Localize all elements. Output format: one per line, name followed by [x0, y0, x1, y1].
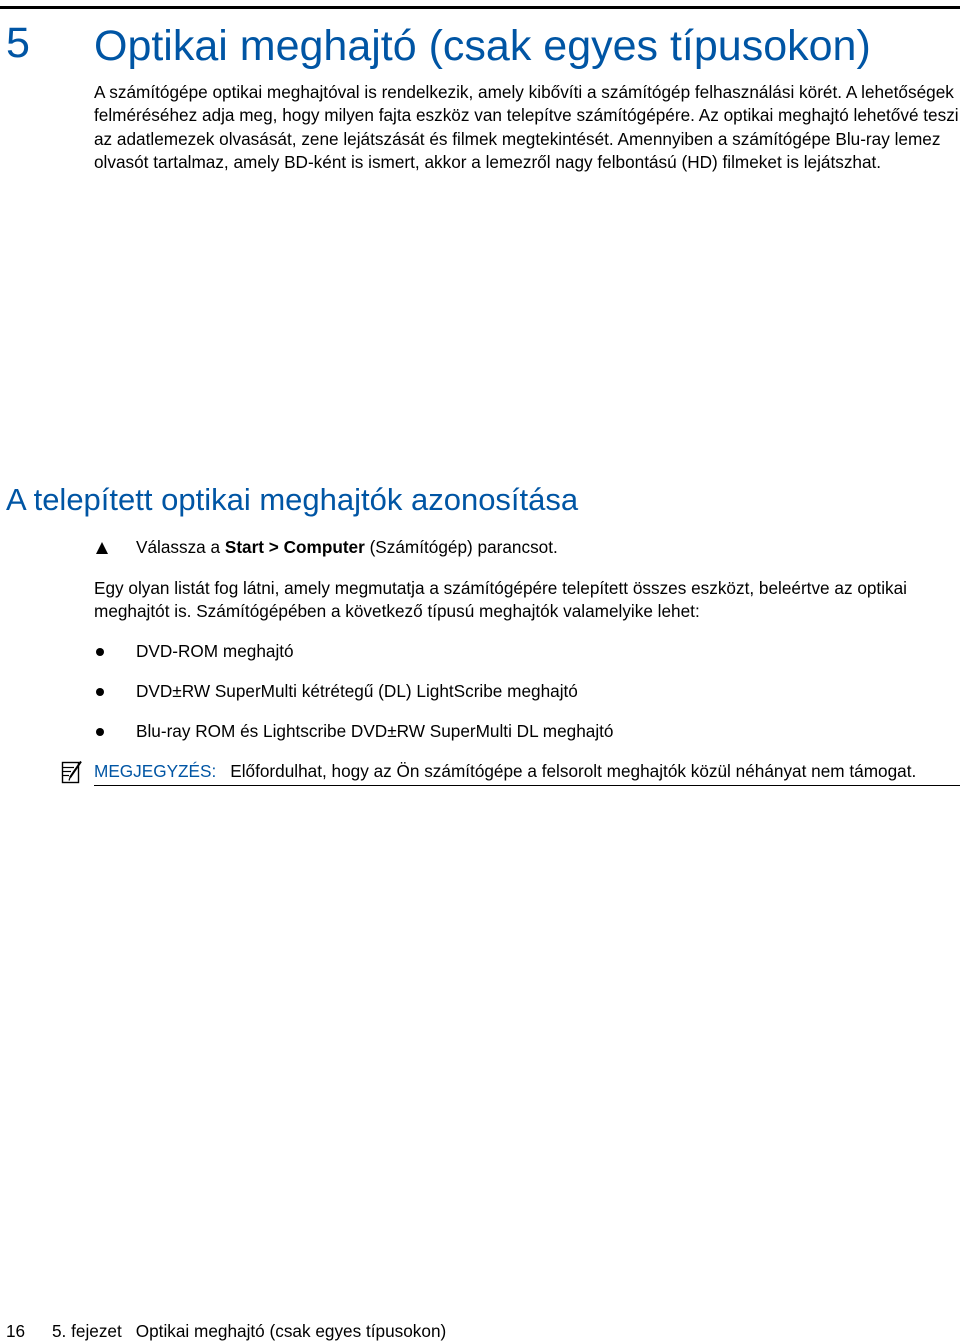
note-label: MEGJEGYZÉS:	[94, 761, 217, 781]
page-number: 16	[6, 1321, 26, 1341]
footer-chapter-ref: 5. fejezet	[52, 1321, 122, 1341]
triangle-step-icon	[96, 542, 108, 554]
section-heading: A telepített optikai meghajtók azonosítása	[6, 482, 579, 517]
step-computer-keyword: Computer	[283, 537, 365, 557]
list-item	[94, 640, 960, 663]
chapter-title: Optikai meghajtó (csak egyes típusokon)	[94, 22, 871, 70]
step-suffix: (Számítógép) parancsot.	[364, 537, 558, 557]
drive-list	[94, 640, 960, 760]
step-start-keyword: Start	[224, 537, 265, 557]
chapter-number: 5	[6, 19, 30, 67]
note-text: Előfordulhat, hogy az Ön számítógépe a felsorolt meghajtók közül néhányat nem támogat.	[230, 761, 917, 781]
step-separator: >	[264, 537, 284, 557]
list-item-text: Blu-ray ROM és Lightscribe DVD±RW SuperMulti DL meghajtó	[136, 721, 614, 741]
bullet-icon	[96, 648, 104, 656]
list-item-text: DVD-ROM meghajtó	[136, 641, 294, 661]
bullet-icon	[96, 728, 104, 736]
note-pad-icon	[60, 760, 84, 784]
top-rule	[0, 6, 960, 9]
list-item	[94, 720, 960, 743]
bullet-icon	[96, 688, 104, 696]
page-footer	[6, 1320, 446, 1342]
step-prefix: Válassza a	[136, 537, 225, 557]
note-box	[94, 760, 960, 786]
footer-chapter-title: Optikai meghajtó (csak egyes típusokon)	[135, 1321, 447, 1341]
step-text	[136, 536, 558, 559]
intro-paragraph: A számítógépe optikai meghajtóval is rendelkezik, amely kibővíti a számítógép felhasználási körét. A lehetőségek felméréséhez adja meg, hogy milyen fajta eszköz van telepítve számítógépére. Az optikai meghajtó lehetővé teszi az adatlemezek olvasását, zene lejátszását és filmek megtekintését. Amennyiben a számítógépe Blu-ray lemez olvasót tartalmaz, amely BD-ként is ismert, akkor a lemezről nagy felbontású (HD) filmeket is lejátszhat.	[94, 82, 959, 173]
drives-paragraph: Egy olyan listát fog látni, amely megmutatja a számítógépére telepített összes eszközt, beleértve az optikai meghajtót is. Számítógépében a következő típusú meghajtók valamelyike lehet:	[94, 578, 907, 622]
list-item-text: DVD±RW SuperMulti kétrétegű (DL) LightScribe meghajtó	[136, 681, 578, 701]
list-item	[94, 680, 960, 703]
